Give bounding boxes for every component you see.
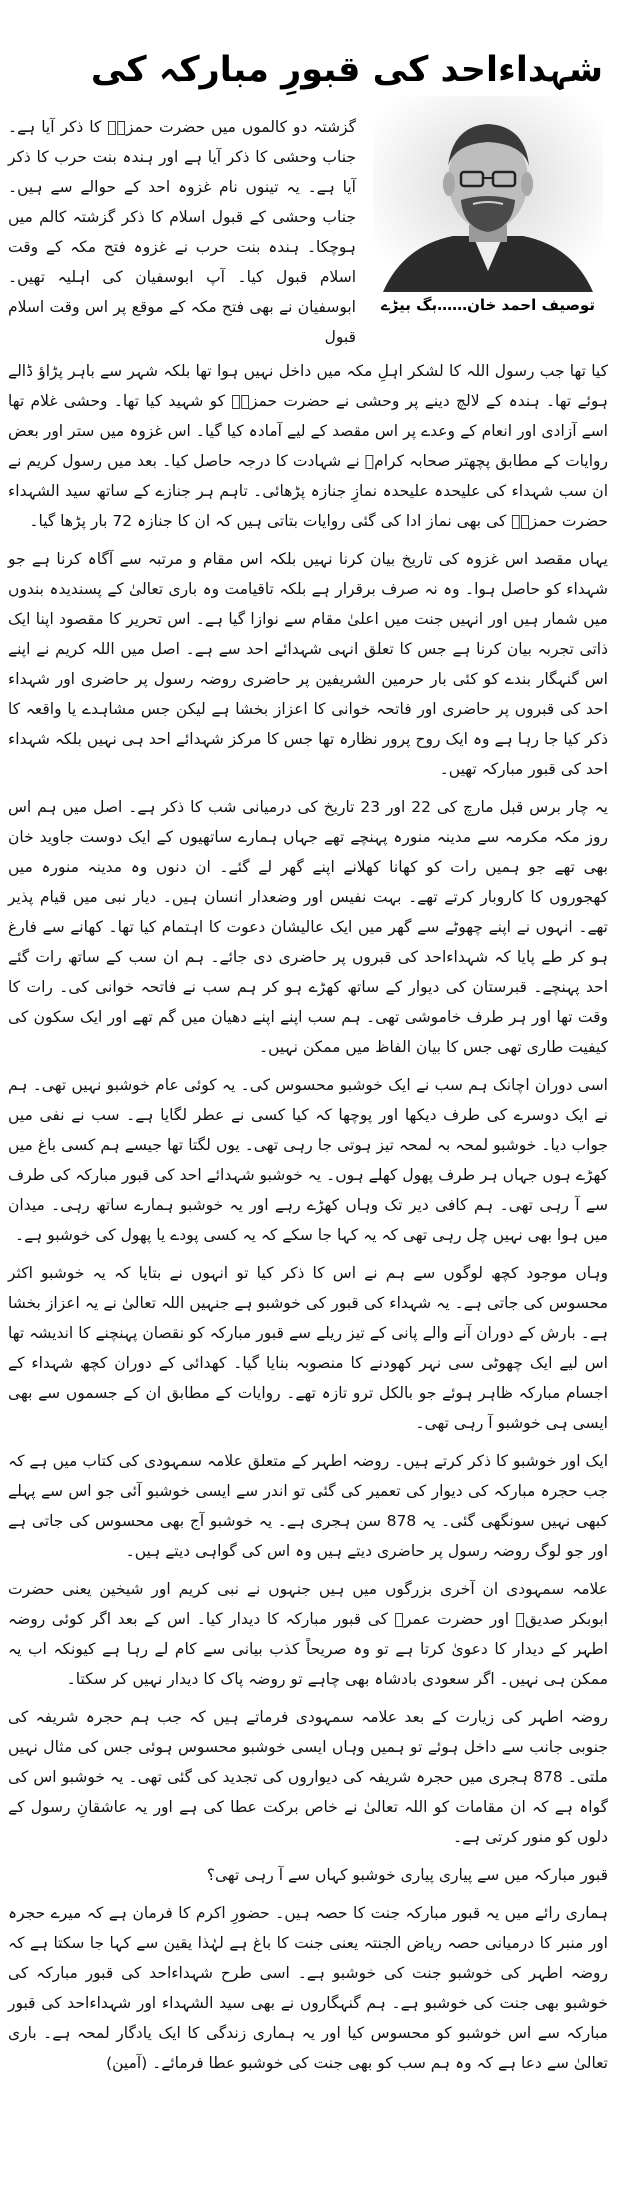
body-paragraph: اسی دوران اچانک ہم سب نے ایک خوشبو محسوس کی۔ یہ کوئی عام خوشبو نہیں تھی۔ ہم نے ایک دوسرے کی طرف دیکھا اور پوچھا کہ کیا کسی نے عطر لگایا ہے۔ سب نے نفی میں جواب دیا۔ خوشبو لمحہ بہ لمحہ تیز ہوتی جا رہی تھی۔ یوں لگتا تھا جیسے ہم کسی باغ میں کھڑے ہوں جہاں ہر طرف پھول کھلے ہوں۔ یہ خوشبو شہدائے احد کی قبور مبارکہ کی طرف سے آ رہی تھی۔ ہم کافی دیر تک وہاں کھڑے رہے اور یہ خوشبو ہمارے ساتھ رہی۔ میدان میں ہوا بھی نہیں چل رہی تھی کہ یہ کہا جا سکے کہ یہ کسی پودے یا پھول کی خوشبو ہے۔	[8, 1076, 608, 1244]
author-portrait-icon	[373, 96, 603, 292]
body-paragraph: ہماری رائے میں یہ قبور مبارکہ جنت کا حصہ ہیں۔ حضورِ اکرم کا فرمان ہے کہ میرے حجرہ اور منبر کا درمیانی حصہ ریاض الجنتہ یعنی جنت کا باغ ہے لہٰذا یقین سے کہا جا سکتا ہے کہ روضہ اطہر کی خوشبو جنت کی خوشبو ہے۔ اسی طرح شہداءاحد کی قبور مبارکہ کی خوشبو بھی جنت کی خوشبو ہے۔ ہم گنہگاروں نے بھی سید الشہداء اور شہداءاحد کی قبور مبارکہ سے اس خوشبو کو محسوس کیا اور یہ ہماری زندگی کا ایک یادگار لمحہ ہے۔ باری تعالیٰ سے دعا ہے کہ وہ ہم سب کو بھی جنت کی خوشبو عطا فرمائے۔ (آمین)	[8, 1904, 608, 2072]
body-paragraph: روضہ اطہر کی زیارت کے بعد علامہ سمہودی فرماتے ہیں کہ جب ہم حجرہ شریفہ کی جنوبی جانب سے داخل ہوئے تو ہمیں وہاں ایسی خوشبو محسوس ہوئی جس کی مثال نہیں ملتی۔ 878 ہجری میں حجرہ شریفہ کی دیواروں کی تجدید کی گئی تھی۔ یہ خوشبو اس کی گواہ ہے کہ ان مقامات کو اللہ تعالیٰ نے خاص برکت عطا کی ہے اور یہ عاشقانِ رسول کے دلوں کو منور کرتی ہے۔	[8, 1708, 608, 1846]
body-paragraph: یہاں مقصد اس غزوہ کی تاریخ بیان کرنا نہیں بلکہ اس مقام و مرتبہ سے آگاہ کرنا ہے جو شہداء کو حاصل ہوا۔ وہ نہ صرف برقرار ہے بلکہ تاقیامت وہ باری تعالیٰ کے پسندیدہ بندوں میں شمار ہیں اور انہیں جنت میں اعلیٰ مقام سے نوازا گیا ہے۔ اس تحریر کا مقصود اپنا ایک ذاتی تجربہ بیان کرنا ہے جس کا تعلق انہی شہدائے احد سے ہے۔ اصل میں اللہ کریم نے اپنے اس گنہگار بندے کو کئی بار حرمین الشریفین پر حاضری روضہ رسول پر حاضری اور شہداء احد کی قبروں پر حاضری اور فاتحہ خوانی کا اعزاز بخشا ہے لیکن جس مشاہدے یا واقعہ کا ذکر کیا جا رہا ہے وہ ایک روح پرور نظارہ تھا جس کا مرکز شہدائے احد ہی نہیں بلکہ شہداء احد کی قبور مبارکہ تھیں۔	[8, 550, 608, 778]
author-photo	[373, 96, 603, 292]
author-byline: توصیف احمد خان……بگ بیڑے	[381, 296, 595, 314]
intro-text	[8, 112, 356, 352]
body-paragraph: کیا تھا جب رسول اللہ کا لشکر اہلِ مکہ میں داخل نہیں ہوا تھا بلکہ شہر سے باہر پڑاؤ ڈالے ہوئے تھا۔ ہندہ کے لالچ دینے پر وحشی نے حضرت حمزہؓ کو شہید کیا تھا۔ وحشی غلام تھا اسے آزادی اور انعام کے وعدے پر اس مقصد کے لیے آمادہ کیا گیا۔ اس غزوہ میں ستر اور بعض روایات کے مطابق پچھتر صحابہ کرامؓ نے شہادت کا درجہ حاصل کیا۔ بعد میں رسول کریم نے ان سب شہداء کی علیحدہ علیحدہ نمازِ جنازہ پڑھائی۔ تاہم ہر جنازے کے ساتھ سید الشہداء حضرت حمزہؓ کی بھی نماز ادا کی گئی روایات بتاتی ہیں کہ ان کا جنازہ 72 بار پڑھا گیا۔	[8, 362, 608, 530]
body-paragraph: یہ چار برس قبل مارچ کی 22 اور 23 تاریخ کی درمیانی شب کا ذکر ہے۔ اصل میں ہم اس روز مکہ مکرمہ سے مدینہ منورہ پہنچے تھے جہاں ہمارے ساتھیوں کے ایک دوست جاوید خان بھی تھے جو ہمیں رات کو کھانا کھلانے اپنے گھر لے گئے۔ ان دنوں وہ مدینہ منورہ میں کھجوروں کا کاروبار کرتے تھے۔ بہت نفیس اور وضعدار انسان ہیں۔ دیار نبی میں قیام پذیر تھے۔ انہوں نے اپنے چھوٹے سے گھر میں ایک عالیشان دعوت کا اہتمام کیا تھا۔ کھانے سے فارغ ہو کر طے پایا کہ شہداءاحد کی قبروں پر حاضری دی جائے۔ ہم ان سب کے ساتھ رات گئے احد پہنچے۔ قبرستان کی دیوار کے ساتھ کھڑے ہو کر ہم سب نے فاتحہ خوانی کی۔ رات کا وقت تھا اور ہر طرف خاموشی تھی۔ ہم سب اپنے اپنے دھیان میں گم تھے اور ایک سکون کی کیفیت طاری تھی جس کا بیان الفاظ میں ممکن نہیں۔	[8, 798, 608, 1056]
article-headline: شہداءاحد کی قبورِ مبارکہ کی	[90, 50, 603, 91]
body-paragraph: قبور مبارکہ میں سے پیاری پیاری خوشبو کہاں سے آ رہی تھی؟	[206, 1866, 608, 1884]
body-paragraph: ایک اور خوشبو کا ذکر کرتے ہیں۔ روضہ اطہر کے متعلق علامہ سمہودی کی کتاب میں ہے کہ جب حجرہ مبارکہ کی دیوار کی تعمیر کی گئی تو اندر سے ایسی خوشبو آئی جو اس سے پہلے کبھی نہیں سونگھی گئی۔ یہ 878 سن ہجری ہے۔ یہ خوشبو آج بھی محسوس کی جاتی ہے اور جو لوگ روضہ رسول پر حاضری دیتے ہیں وہ اس کی گواہی دیتے ہیں۔	[8, 1452, 608, 1560]
body-paragraph: وہاں موجود کچھ لوگوں سے ہم نے اس کا ذکر کیا تو انہوں نے بتایا کہ یہ خوشبو اکثر محسوس کی جاتی ہے۔ یہ شہداء کی قبور کی خوشبو ہے جنہیں اللہ تعالیٰ نے یہ اعزاز بخشا ہے۔ بارش کے دوران آنے والے پانی کے تیز ریلے سے قبور مبارکہ کو نقصان پہنچنے کا اندیشہ تھا اس لیے ایک چھوٹی سی نہر کھودنے کا منصوبہ بنایا گیا۔ کھدائی کے دوران کچھ شہداء کے اجسام مبارکہ ظاہر ہوئے جو بالکل ترو تازہ تھے۔ روایات کے مطابق ان کے جسموں سے بھی ایسی ہی خوشبو آ رہی تھی۔	[8, 1264, 608, 1432]
article-body	[8, 356, 608, 2086]
intro-paragraph: گزشتہ دو کالموں میں حضرت حمزہؓ کا ذکر آیا ہے۔ جناب وحشی کا ذکر آیا ہے اور ہندہ بنت حرب کا ذکر آیا ہے۔ یہ تینوں نام غزوہ احد کے حوالے سے ہیں۔ جناب وحشی کے قبول اسلام کا ذکر گزشتہ کالم میں ہوچکا۔ ہندہ بنت حرب نے غزوہ فتح مکہ کے وقت اسلام قبول کیا۔ آپ ابوسفیان کی اہلیہ تھیں۔ ابوسفیان نے بھی فتح مکہ کے موقع پر اس وقت اسلام قبول	[8, 118, 356, 346]
body-paragraph: علامہ سمہودی ان آخری بزرگوں میں ہیں جنہوں نے نبی کریم اور شیخین یعنی حضرت ابوبکر صدیقؓ اور حضرت عمرؓ کی قبور مبارکہ کا دیدار کیا۔ اس کے بعد اگر کوئی روضہ اطہر کے دیدار کا دعویٰ کرتا ہے تو وہ صریحاً کذب بیانی سے کام لے رہا ہے کیونکہ اب یہ ممکن ہی نہیں۔ اگر سعودی بادشاہ بھی چاہے تو روضہ پاک کا دیدار نہیں کر سکتا۔	[8, 1580, 608, 1688]
